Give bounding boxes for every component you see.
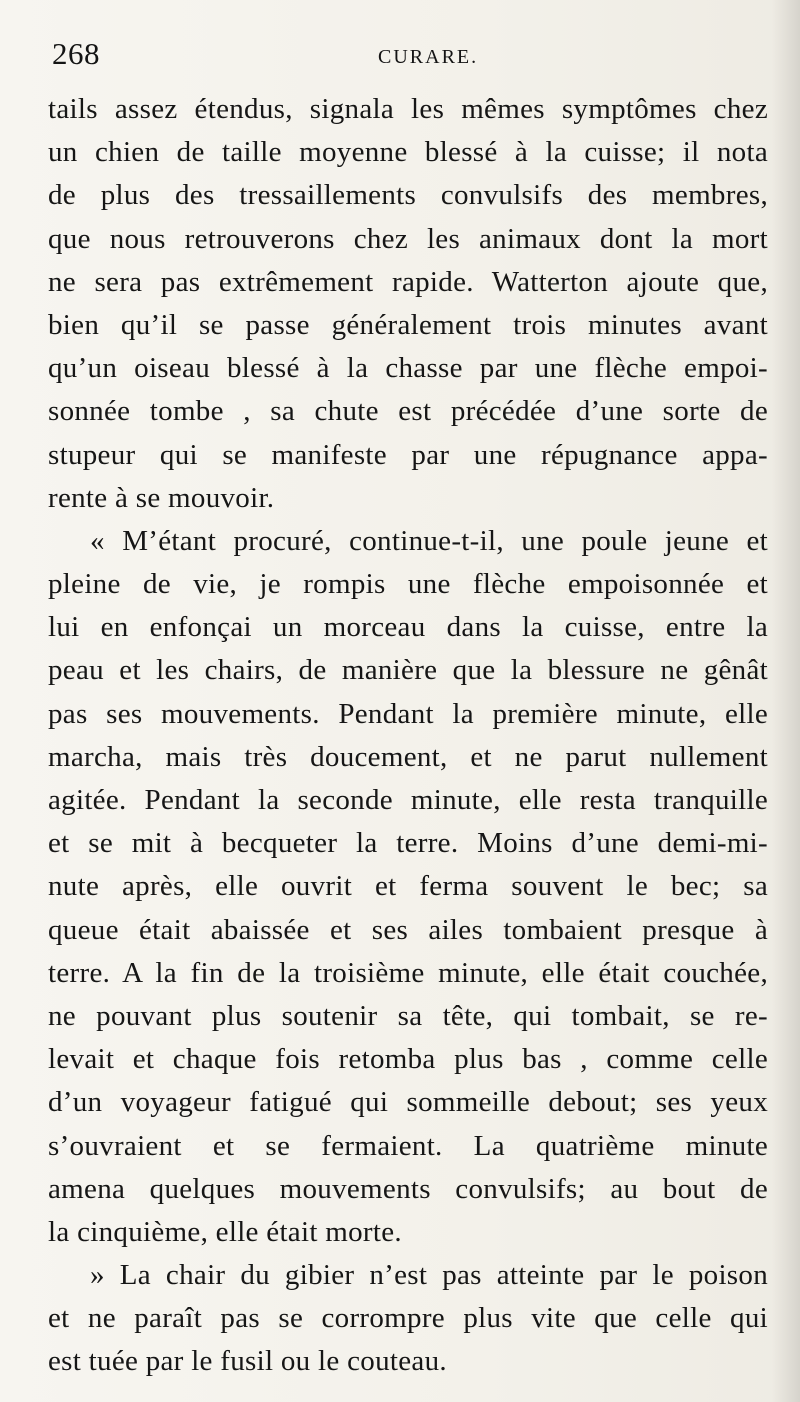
text-line: et ne paraît pas se corrompre plus vite que celle qui: [48, 1302, 768, 1335]
text-line: la cinquième, elle était morte.: [48, 1215, 402, 1248]
running-head: CURARE.: [378, 46, 479, 68]
text-line: et se mit à becqueter la terre. Moins d’une demi-mi-: [48, 827, 768, 860]
spine-shadow: [772, 0, 800, 1402]
text-line: s’ouvraient et se fermaient. La quatrième minute: [48, 1129, 768, 1162]
paragraph-1: [48, 88, 768, 520]
text-line: terre. A la fin de la troisième minute, elle était couchée,: [48, 956, 768, 989]
text-line: rente à se mouvoir.: [48, 481, 275, 514]
text-line: de plus des tressaillements convulsifs des membres,: [48, 179, 768, 212]
text-line: peau et les chairs, de manière que la blessure ne gênât: [48, 654, 768, 687]
text-line: ne sera pas extrêmement rapide. Watterton ajoute que,: [48, 265, 768, 298]
text-line: un chien de taille moyenne blessé à la cuisse; il nota: [48, 136, 768, 169]
text-line: bien qu’il se passe généralement trois minutes avant: [48, 308, 768, 341]
body-text: [48, 88, 768, 1384]
text-line: marcha, mais très doucement, et ne parut nullement: [48, 740, 768, 773]
text-line: tails assez étendus, signala les mêmes symptômes chez: [48, 93, 768, 125]
paragraph-2: [48, 520, 768, 1254]
text-line: « M’étant procuré, continue-t-il, une poule jeune et: [90, 524, 768, 557]
text-line: nute après, elle ouvrit et ferma souvent le bec; sa: [48, 870, 768, 903]
text-line: lui en enfonçai un morceau dans la cuisse, entre la: [48, 611, 768, 644]
text-line: levait et chaque fois retomba plus bas , comme celle: [48, 1043, 768, 1076]
text-line: sonnée tombe , sa chute est précédée d’une sorte de: [48, 395, 768, 428]
text-line: d’un voyageur fatigué qui sommeille debout; ses yeux: [48, 1086, 768, 1119]
text-line: amena quelques mouvements convulsifs; au bout de: [48, 1172, 768, 1205]
text-line: que nous retrouverons chez les animaux dont la mort: [48, 222, 768, 255]
text-line: agitée. Pendant la seconde minute, elle resta tranquille: [48, 784, 768, 816]
text-line: stupeur qui se manifeste par une répugnance appa-: [48, 438, 768, 471]
text-line: qu’un oiseau blessé à la chasse par une flèche empoi-: [48, 352, 768, 385]
text-line: pas ses mouvements. Pendant la première minute, elle: [48, 697, 768, 730]
text-line: » La chair du gibier n’est pas atteinte par le poison: [90, 1259, 768, 1292]
paragraph-3: [48, 1254, 768, 1384]
text-line: ne pouvant plus soutenir sa tête, qui tombait, se re-: [48, 999, 768, 1032]
page-header: [48, 36, 768, 76]
text-line: est tuée par le fusil ou le couteau.: [48, 1345, 447, 1378]
text-line: queue était abaissée et ses ailes tombaient presque à: [48, 913, 768, 946]
text-line: pleine de vie, je rompis une flèche empoisonnée et: [48, 568, 768, 601]
page-number: 268: [52, 36, 100, 71]
